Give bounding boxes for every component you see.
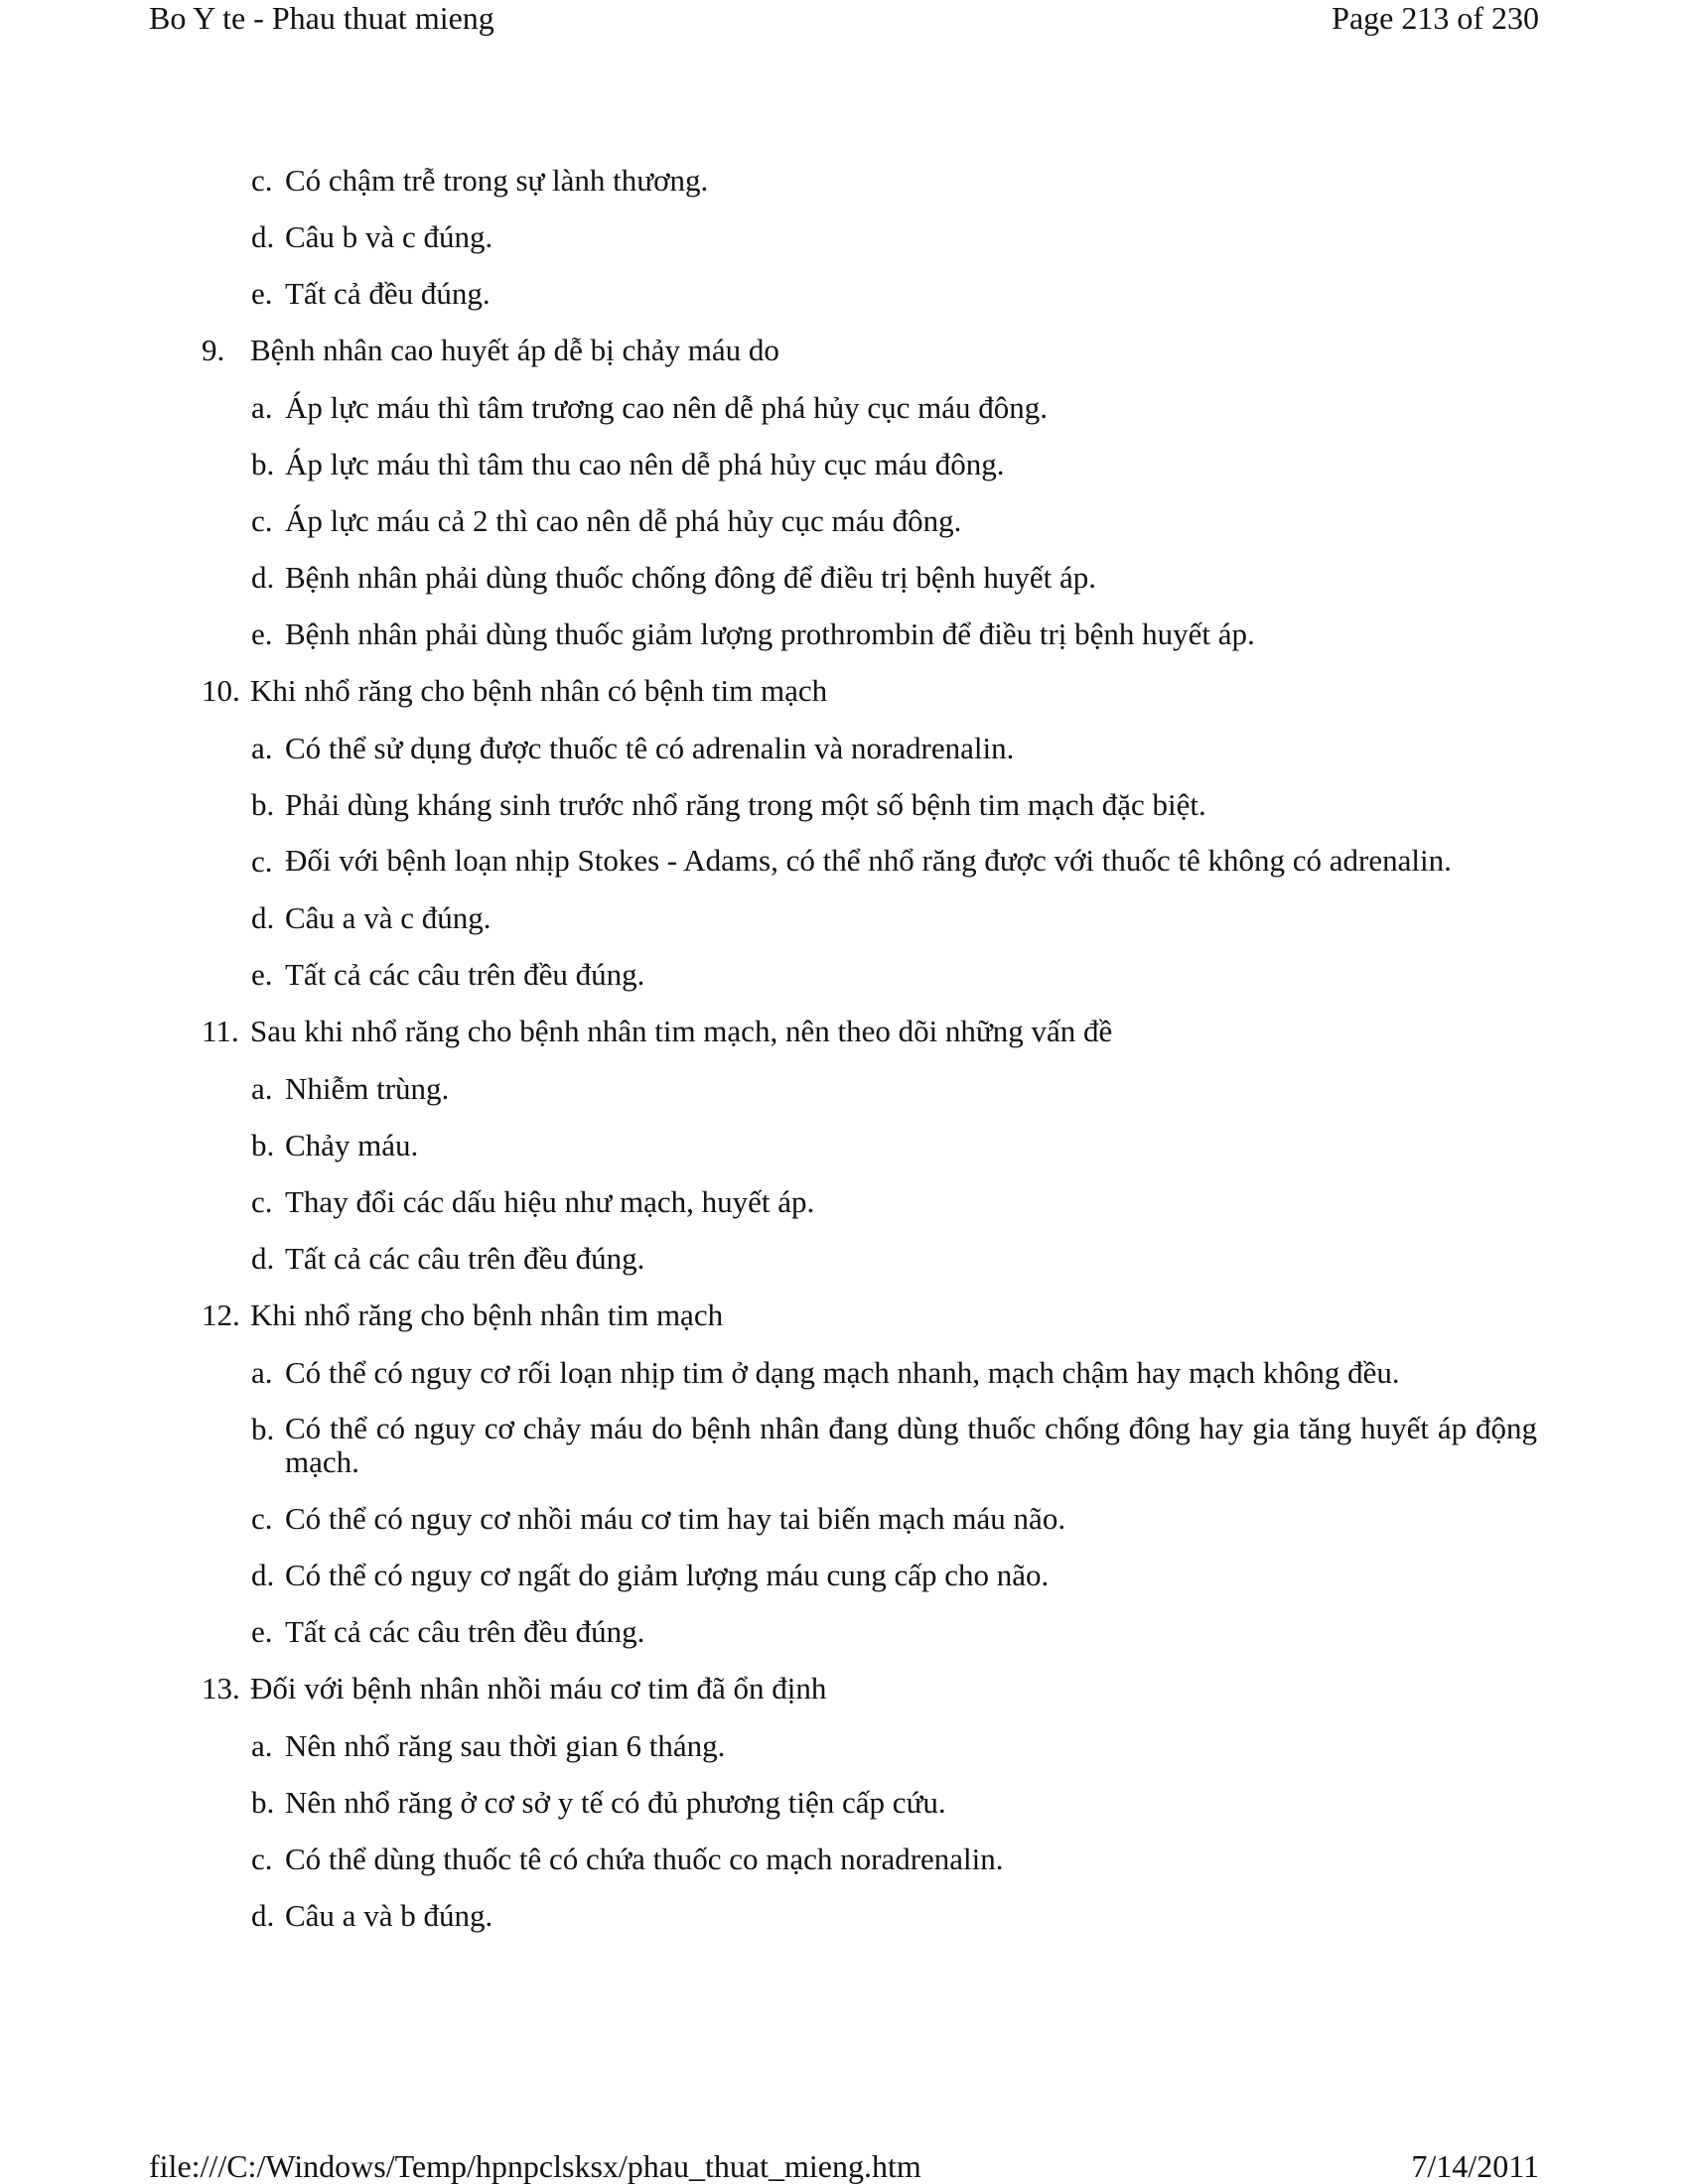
option-letter: a. <box>251 1728 273 1763</box>
option-letter: c. <box>251 1501 273 1536</box>
answer-option <box>251 503 1537 538</box>
option-text: Nhiễm trùng. <box>285 1071 450 1106</box>
option-text: Câu b và c đúng. <box>285 219 493 254</box>
question-text: Khi nhổ răng cho bệnh nhân tim mạch <box>250 1297 724 1332</box>
option-text: Tất cả các câu trên đều đúng. <box>285 1614 645 1649</box>
answer-option <box>251 1728 1537 1763</box>
question-text: Sau khi nhổ răng cho bệnh nhân tim mạch, nên theo dõi những vấn đề <box>250 1014 1113 1048</box>
option-text: Nên nhổ răng sau thời gian 6 tháng. <box>285 1728 726 1763</box>
answer-option <box>251 1071 1537 1106</box>
option-text: Nên nhổ răng ở cơ sở y tế có đủ phương tiện cấp cứu. <box>285 1785 946 1820</box>
option-list <box>202 1728 1537 1933</box>
option-text: Áp lực máu thì tâm trương cao nên dễ phá hủy cục máu đông. <box>285 390 1048 425</box>
answer-option <box>251 163 1537 198</box>
answer-option <box>251 787 1537 822</box>
option-text: Tất cả các câu trên đều đúng. <box>285 1241 645 1276</box>
question <box>202 673 1537 709</box>
question <box>202 333 1537 368</box>
option-letter: c. <box>251 1184 273 1219</box>
answer-option <box>251 447 1537 481</box>
option-letter: d. <box>251 1898 275 1933</box>
option-letter: e. <box>251 957 273 992</box>
option-text: Thay đổi các dấu hiệu như mạch, huyết áp. <box>285 1184 815 1219</box>
option-text: Có chậm trễ trong sự lành thương. <box>285 163 709 198</box>
answer-option <box>251 1785 1537 1820</box>
option-text: Tất cả đều đúng. <box>285 276 491 311</box>
option-letter: b. <box>251 787 275 822</box>
answer-option <box>251 390 1537 425</box>
option-text: Câu a và b đúng. <box>285 1898 493 1933</box>
option-text: Có thể dùng thuốc tê có chứa thuốc co mạch noradrenalin. <box>285 1842 1004 1876</box>
option-text: Áp lực máu thì tâm thu cao nên dễ phá hủy cục máu đông. <box>285 447 1005 481</box>
answer-option <box>251 1241 1537 1276</box>
question <box>202 1671 1537 1706</box>
print-date: 7/14/2011 <box>1411 2148 1539 2184</box>
answer-option <box>251 844 1537 879</box>
answer-option <box>251 957 1537 992</box>
answer-option <box>251 1128 1537 1162</box>
option-letter: d. <box>251 1241 275 1276</box>
answer-option <box>251 1898 1537 1933</box>
option-letter: b. <box>251 447 275 481</box>
question-block <box>202 1014 1537 1276</box>
question-number: 9. <box>202 333 225 367</box>
answer-option <box>251 731 1537 765</box>
option-letter: c. <box>251 163 273 198</box>
option-text: Bệnh nhân phải dùng thuốc chống đông để điều trị bệnh huyết áp. <box>285 560 1097 595</box>
question-block <box>202 1671 1537 1933</box>
option-text: Có thể có nguy cơ chảy máu do bệnh nhân đang dùng thuốc chống đông hay gia tăng huyết áp động mạch. <box>285 1411 1537 1479</box>
option-letter: d. <box>251 1558 275 1592</box>
answer-option <box>251 1355 1537 1390</box>
option-text: Đối với bệnh loạn nhịp Stokes - Adams, có thể nhổ răng được với thuốc tê không có adrenalin. <box>285 843 1452 878</box>
continued-options <box>202 163 1537 311</box>
question <box>202 1297 1537 1333</box>
option-letter: c. <box>251 844 273 879</box>
option-text: Bệnh nhân phải dùng thuốc giảm lượng prothrombin để điều trị bệnh huyết áp. <box>285 616 1255 651</box>
answer-option <box>251 1184 1537 1219</box>
page-footer <box>149 2148 1539 2184</box>
option-letter: e. <box>251 276 273 311</box>
question-text: Khi nhổ răng cho bệnh nhân có bệnh tim mạch <box>250 673 828 708</box>
answer-option <box>251 900 1537 935</box>
header-title: Bo Y te - Phau thuat mieng <box>149 0 494 36</box>
question-number: 11. <box>202 1014 239 1048</box>
option-letter: c. <box>251 503 273 538</box>
option-letter: d. <box>251 219 275 254</box>
option-text: Câu a và c đúng. <box>285 900 492 935</box>
answer-option <box>251 1558 1537 1592</box>
option-letter: b. <box>251 1785 275 1820</box>
option-text: Chảy máu. <box>285 1128 419 1162</box>
option-letter: e. <box>251 616 273 651</box>
answer-option <box>251 1614 1537 1649</box>
question-block <box>202 333 1537 651</box>
document-content <box>202 163 1537 1955</box>
option-letter: d. <box>251 560 275 595</box>
answer-option <box>251 1501 1537 1536</box>
question-block <box>202 1297 1537 1649</box>
file-path: file:///C:/Windows/Temp/hpnpclsksx/phau_thuat_mieng.htm <box>149 2148 921 2184</box>
question-text: Đối với bệnh nhân nhồi máu cơ tim đã ổn định <box>250 1671 827 1706</box>
answer-option <box>251 219 1537 254</box>
option-text: Phải dùng kháng sinh trước nhổ răng trong một số bệnh tim mạch đặc biệt. <box>285 787 1206 822</box>
option-text: Có thể có nguy cơ nhồi máu cơ tim hay tai biến mạch máu não. <box>285 1501 1066 1536</box>
option-text: Áp lực máu cả 2 thì cao nên dễ phá hủy cục máu đông. <box>285 503 962 538</box>
answer-option <box>251 276 1537 311</box>
option-text: Có thể có nguy cơ ngất do giảm lượng máu cung cấp cho não. <box>285 1558 1050 1592</box>
option-letter: a. <box>251 731 273 765</box>
option-text: Có thể sử dụng được thuốc tê có adrenalin và noradrenalin. <box>285 731 1015 765</box>
option-list <box>202 1071 1537 1276</box>
option-letter: a. <box>251 1355 273 1390</box>
question-list <box>202 333 1537 1933</box>
option-list <box>202 731 1537 992</box>
page-number: Page 213 of 230 <box>1332 0 1539 36</box>
page-header <box>149 0 1539 36</box>
option-letter: b. <box>251 1128 275 1162</box>
question-number: 10. <box>202 673 240 708</box>
option-letter: d. <box>251 900 275 935</box>
question-block <box>202 673 1537 992</box>
option-letter: a. <box>251 390 273 425</box>
question-text: Bệnh nhân cao huyết áp dễ bị chảy máu do <box>250 333 779 367</box>
option-list <box>202 390 1537 651</box>
option-letter: b. <box>251 1412 275 1446</box>
option-text: Có thể có nguy cơ rối loạn nhịp tim ở dạng mạch nhanh, mạch chậm hay mạch không đều. <box>285 1355 1400 1390</box>
option-letter: e. <box>251 1614 273 1649</box>
answer-option <box>251 616 1537 651</box>
option-text: Tất cả các câu trên đều đúng. <box>285 957 645 992</box>
question-number: 12. <box>202 1297 240 1332</box>
answer-option <box>251 1842 1537 1876</box>
option-list <box>202 1355 1537 1649</box>
option-letter: a. <box>251 1071 273 1106</box>
answer-option <box>251 560 1537 595</box>
answer-option <box>251 1412 1537 1479</box>
question <box>202 1014 1537 1049</box>
question-number: 13. <box>202 1671 240 1706</box>
option-letter: c. <box>251 1842 273 1876</box>
